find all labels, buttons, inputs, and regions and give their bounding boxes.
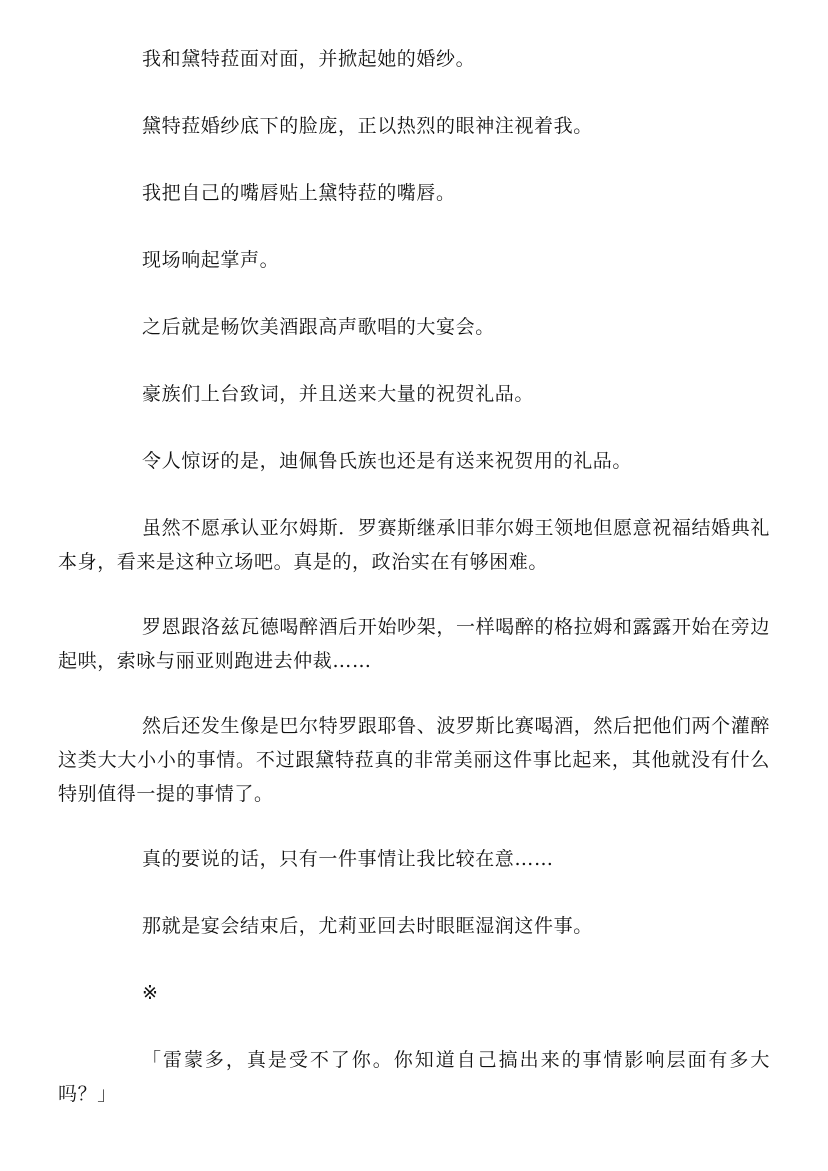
paragraph: 那就是宴会结束后，尤莉亚回去时眼眶湿润这件事。 xyxy=(142,915,593,937)
paragraph: 现场响起掌声。 xyxy=(142,249,280,271)
paragraph: 「雷蒙多，真是受不了你。你知道自己搞出来的事情影响层面有多大吗？」 xyxy=(58,1049,770,1105)
paragraph: 我把自己的嘴唇贴上黛特菈的嘴唇。 xyxy=(142,182,456,204)
paragraph: 豪族们上台致词，并且送来大量的祝贺礼品。 xyxy=(142,383,535,405)
paragraph: 黛特菈婚纱底下的脸庞，正以热烈的眼神注视着我。 xyxy=(142,115,593,137)
paragraph: 我和黛特菈面对面，并掀起她的婚纱。 xyxy=(142,48,476,70)
paragraph: 然后还发生像是巴尔特罗跟耶鲁、波罗斯比赛喝酒，然后把他们两个灌醉这类大大小小的事情。不过跟黛特菈真的非常美丽这件事比起来，其他就没有什么特别值得一提的事情了。 xyxy=(58,715,770,805)
paragraph: 令人惊讶的是，迪佩鲁氏族也还是有送来祝贺用的礼品。 xyxy=(142,450,633,472)
section-break-mark: ※ xyxy=(142,982,159,1004)
paragraph: 真的要说的话，只有一件事情让我比较在意…… xyxy=(142,848,554,870)
document-page xyxy=(58,42,770,1142)
paragraph: 虽然不愿承认亚尔姆斯．罗赛斯继承旧菲尔姆王领地但愿意祝福结婚典礼本身，看来是这种立场吧。真是的，政治实在有够困难。 xyxy=(58,517,770,573)
paragraph: 罗恩跟洛兹瓦德喝醉酒后开始吵架，一样喝醉的格拉姆和露露开始在旁边起哄，索咏与丽亚则跑进去仲裁…… xyxy=(58,616,770,672)
paragraph: 之后就是畅饮美酒跟高声歌唱的大宴会。 xyxy=(142,316,495,338)
